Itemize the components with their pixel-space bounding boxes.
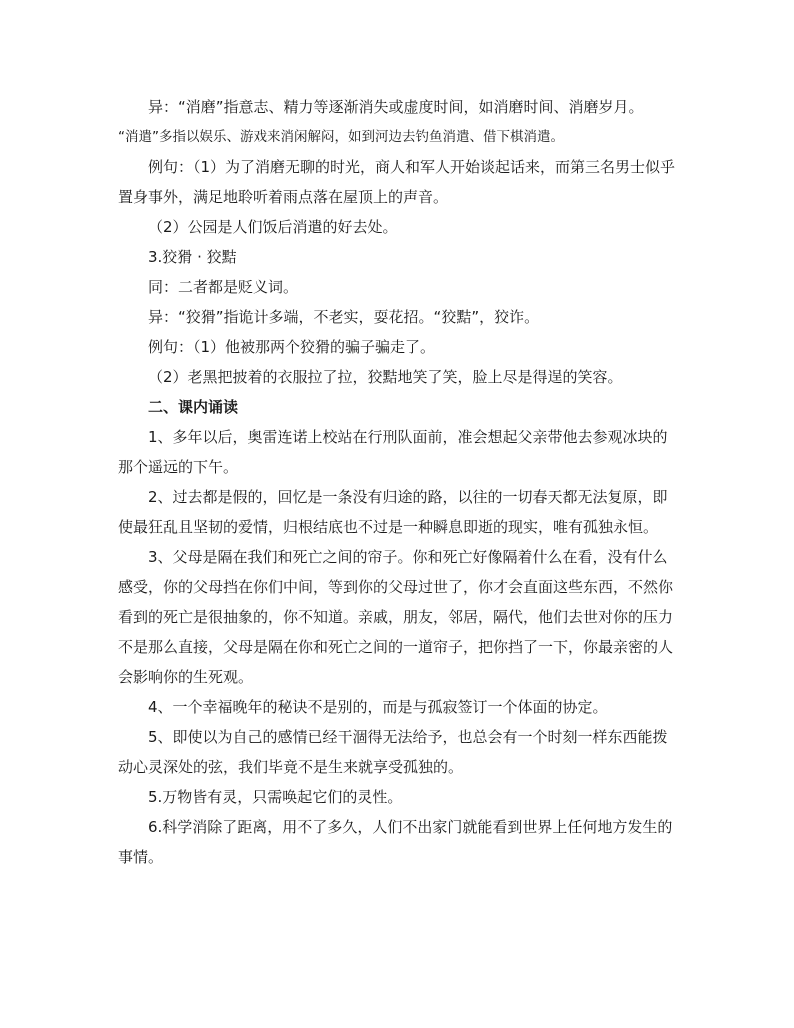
quote-item: 2、过去都是假的，回忆是一条没有归途的路，以往的一切春天都无法复原，即使最狂乱且坚韧的爱情，归根结底也不过是一种瞬息即逝的现实，唯有孤独永恒。 bbox=[118, 488, 668, 536]
item-3-difference: 异：“狡猾”指诡计多端，不老实，耍花招。“狡黠”，狡诈。 bbox=[148, 308, 540, 326]
example-sentence-2: （2）公园是人们饭后消遣的好去处。 bbox=[148, 218, 398, 236]
section-two-heading: 二、课内诵读 bbox=[148, 398, 239, 416]
vocab-difference-continuation: “消遣”多指以娱乐、游戏来消闲解闷，如到河边去钓鱼消遣、借下棋消遣。 bbox=[118, 129, 564, 145]
quote-item: 5.万物皆有灵，只需唤起它们的灵性。 bbox=[148, 788, 403, 806]
quote-item: 5、即使以为自己的感情已经干涸得无法给予，也总会有一个时刻一样东西能拨动心灵深处的弦，我们毕竟不是生来就享受孤独的。 bbox=[118, 728, 668, 776]
quote-item: 6.科学消除了距离，用不了多久，人们不出家门就能看到世界上任何地方发生的事情。 bbox=[118, 818, 673, 866]
quote-item: 4、一个幸福晚年的秘诀不是别的，而是与孤寂签订一个体面的协定。 bbox=[148, 698, 608, 716]
item-3-example-1: 例句：（1）他被那两个狡猾的骗子骗走了。 bbox=[148, 338, 436, 356]
quote-item: 1、多年以后，奥雷连诺上校站在行刑队面前，准会想起父亲带他去参观冰块的那个遥远的下午。 bbox=[118, 428, 668, 476]
example-sentence-1: 例句：（1）为了消磨无聊的时光，商人和军人开始谈起话来，而第三名男士似乎置身事外，满足地聆听着雨点落在屋顶上的声音。 bbox=[118, 158, 676, 206]
item-3-example-2: （2）老黑把披着的衣服拉了拉，狡黠地笑了笑，脸上尽是得逞的笑容。 bbox=[148, 368, 623, 386]
document-body bbox=[118, 92, 678, 872]
item-3-title: 3.狡猾 · 狡黠 bbox=[148, 248, 237, 266]
quote-item: 3、父母是隔在我们和死亡之间的帘子。你和死亡好像隔着什么在看，没有什么感受，你的父母挡在你们中间，等到你的父母过世了，你才会直面这些东西，不然你看到的死亡是很抽象的，你不知道。亲戚，朋友，邻居，隔代，他们去世对你的压力不是那么直接，父母是隔在你和死亡之间的一道帘子，把你挡了一下，你最亲密的人会影响你的生死观。 bbox=[118, 548, 674, 686]
vocab-difference-line: 异：“消磨”指意志、精力等逐渐消失或虚度时间，如消磨时间、消磨岁月。 bbox=[148, 98, 644, 116]
item-3-similarity: 同：二者都是贬义词。 bbox=[148, 278, 299, 296]
